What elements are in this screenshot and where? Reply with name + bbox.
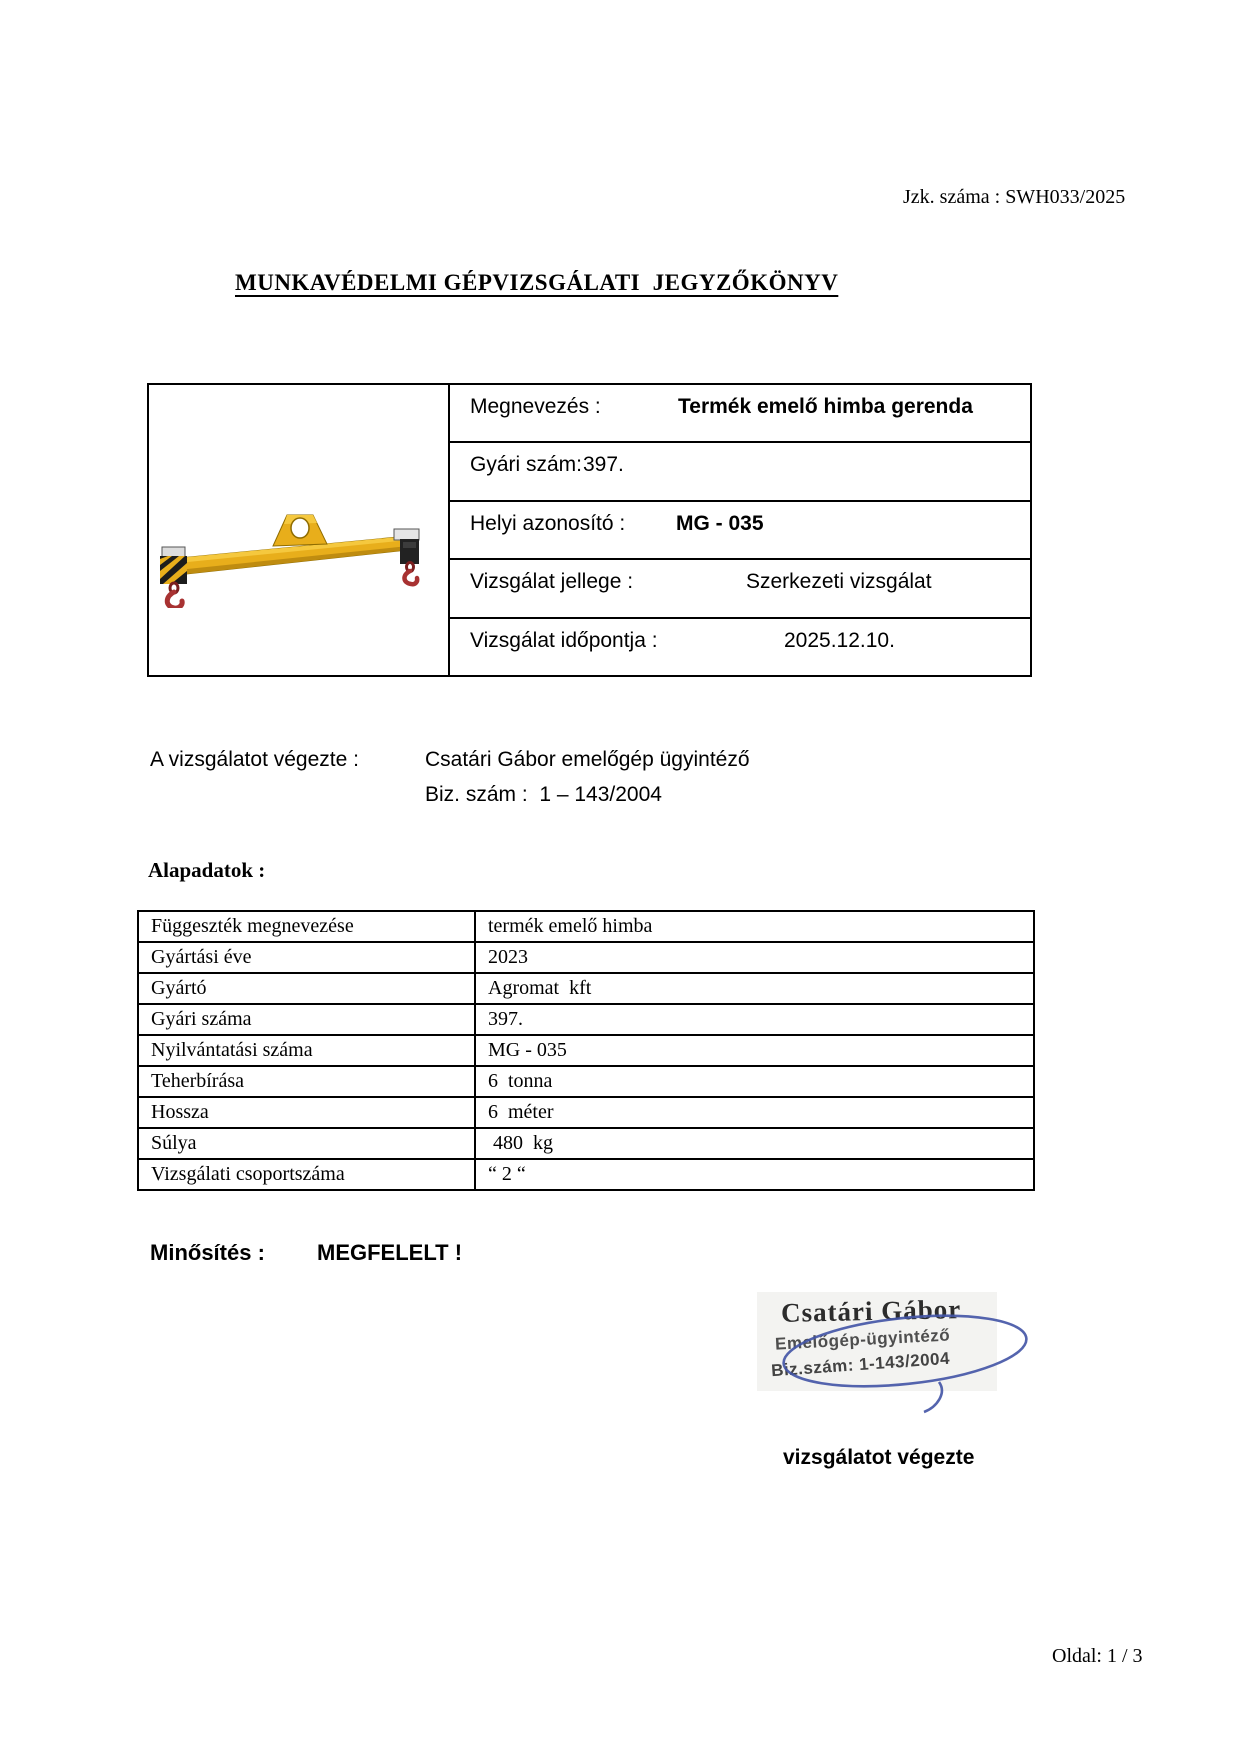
equipment-photo-cell <box>149 385 450 675</box>
field-row-helyi-azonosito <box>450 502 1030 560</box>
field-row-gyari-szam <box>450 443 1030 501</box>
field-row-megnevezes <box>450 385 1030 443</box>
field-row-vizsgalat-idopontja <box>450 619 1030 675</box>
row-value: 480 kg <box>475 1128 1034 1159</box>
row-label: Függeszték megnevezése <box>138 911 475 942</box>
row-value: Agromat kft <box>475 973 1034 1004</box>
row-label: Hossza <box>138 1097 475 1128</box>
row-label: Súlya <box>138 1128 475 1159</box>
row-label: Gyártó <box>138 973 475 1004</box>
field-row-vizsgalat-jellege <box>450 560 1030 618</box>
table-row <box>138 911 1034 942</box>
page-title: MUNKAVÉDELMI GÉPVIZSGÁLATI JEGYZŐKÖNYV <box>235 270 839 295</box>
base-data-table <box>137 910 1035 1191</box>
table-row <box>138 973 1034 1004</box>
table-row <box>138 1097 1034 1128</box>
table-row <box>138 1035 1034 1066</box>
table-row <box>138 1159 1034 1190</box>
inspector-label: A vizsgálatot végezte : <box>150 748 359 771</box>
row-value: termék emelő himba <box>475 911 1034 942</box>
field-value: Szerkezeti vizsgálat <box>746 570 932 594</box>
qualification-result: MEGFELELT ! <box>317 1240 463 1265</box>
identification-table <box>147 383 1032 677</box>
row-label: Vizsgálati csoportszáma <box>138 1159 475 1190</box>
row-label: Gyári száma <box>138 1004 475 1035</box>
row-value: 6 méter <box>475 1097 1034 1128</box>
field-label: Megnevezés : <box>470 395 601 418</box>
field-value: MG - 035 <box>676 511 764 535</box>
row-value: 2023 <box>475 942 1034 973</box>
field-value: 397. <box>583 453 624 477</box>
row-value: 397. <box>475 1004 1034 1035</box>
row-value: MG - 035 <box>475 1035 1034 1066</box>
signature-caption: vizsgálatot végezte <box>783 1446 975 1469</box>
row-label: Nyilvántatási száma <box>138 1035 475 1066</box>
row-value: “ 2 “ <box>475 1159 1034 1190</box>
inspector-license: Biz. szám : 1 – 143/2004 <box>425 783 662 806</box>
field-label: Vizsgálat jellege : <box>470 570 634 594</box>
row-value: 6 tonna <box>475 1066 1034 1097</box>
qualification-label: Minősítés : <box>150 1240 265 1265</box>
field-label: Vizsgálat időpontja : <box>470 628 658 652</box>
row-label: Teherbírása <box>138 1066 475 1097</box>
field-value: Termék emelő himba gerenda <box>678 395 973 418</box>
row-label: Gyártási éve <box>138 942 475 973</box>
stamp-name: Csatári Gábor <box>780 1294 962 1328</box>
lifting-beam-image <box>154 503 444 608</box>
table-row <box>138 942 1034 973</box>
table-row <box>138 1128 1034 1159</box>
stamp-role: Emelőgép-ügyintéző <box>774 1325 951 1354</box>
inspector-name: Csatári Gábor emelőgép ügyintéző <box>425 748 750 771</box>
table-row <box>138 1066 1034 1097</box>
inspector-stamp <box>757 1292 997 1391</box>
field-value: 2025.12.10. <box>784 628 895 652</box>
field-label: Gyári szám: <box>470 453 583 477</box>
field-label: Helyi azonosító : <box>470 511 626 535</box>
table-row <box>138 1004 1034 1035</box>
doc-number: Jzk. száma : SWH033/2025 <box>903 186 1126 208</box>
base-data-heading: Alapadatok : <box>148 858 266 882</box>
stamp-license: Biz.szám: 1-143/2004 <box>770 1348 951 1381</box>
identification-fields <box>450 385 1030 675</box>
page-number: Oldal: 1 / 3 <box>1052 1645 1143 1667</box>
